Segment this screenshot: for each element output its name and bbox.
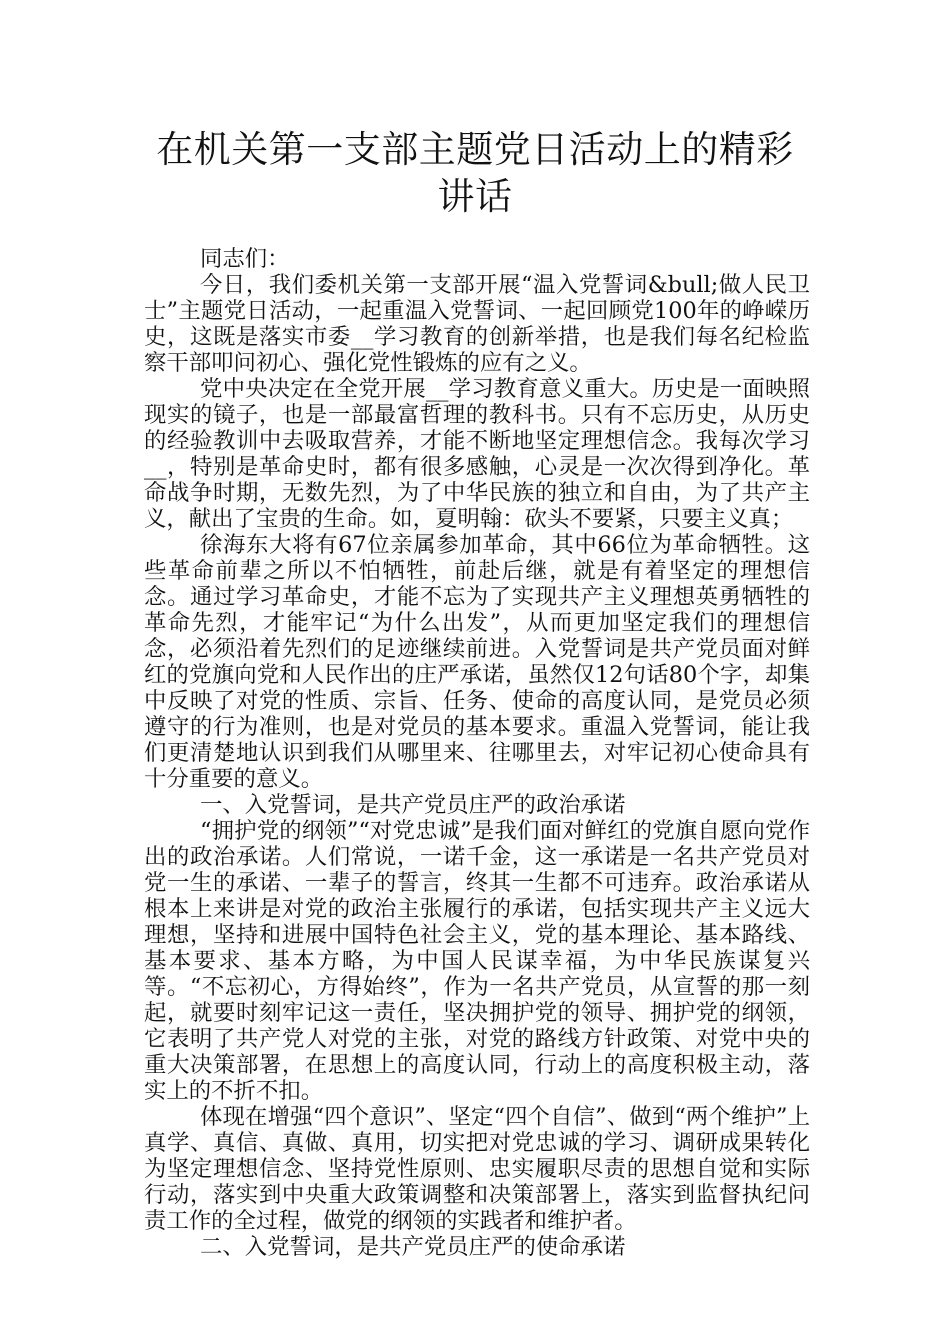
paragraph-four-consciousness: 体现在增强“四个意识”、坚定“四个自信”、做到“两个维护”上真学、真信、真做、真用，切实把对党忠诚的学习、调研成果转化为坚定理想信念、坚持党性原则、忠实履职尽责的思想自觉和实际行动，落实到中央重大政策调整和决策部署上，落实到监督执纪问责工作的全过程，做党的纲领的实践者和维护者。 [144, 1104, 810, 1234]
document-body [144, 246, 810, 1260]
paragraph-political-commitment: “拥护党的纲领”“对党忠诚”是我们面对鲜红的党旗自愿向党作出的政治承诺。人们常说，一诺千金，这一承诺是一名共产党员对党一生的承诺、一辈子的誓言，终其一生都不可违弃。政治承诺从根本上来讲是对党的政治主张履行的承诺，包括实现共产主义远大理想，坚持和进展中国特色社会主义，党的基本理论、基本路线、基本要求、基本方略，为中国人民谋幸福，为中华民族谋复兴等。“不忘初心，方得始终”，作为一名共产党员，从宣誓的那一刻起，就要时刻牢记这一责任，坚决拥护党的领导、拥护党的纲领，它表明了共产党人对党的主张，对党的路线方针政策、对党中央的重大决策部署，在思想上的高度认同，行动上的高度积极主动，落实上的不折不扣。 [144, 818, 810, 1104]
paragraph-intro: 今日，我们委机关第一支部开展“温入党誓词&bull;做人民卫士”主题党日活动，一起重温入党誓词、一起回顾党100年的峥嵘历史，这既是落实市委__学习教育的创新举措，也是我们每名纪检监察干部叩问初心、强化党性锻炼的应有之义。 [144, 272, 810, 376]
section-heading-1: 一、入党誓词，是共产党员庄严的政治承诺 [200, 792, 626, 818]
section-heading-2: 二、入党誓词，是共产党员庄严的使命承诺 [200, 1234, 626, 1260]
paragraph-learning-education: 党中央决定在全党开展__学习教育意义重大。历史是一面映照现实的镜子，也是一部最富哲理的教科书。只有不忘历史，从历史的经验教训中去吸取营养，才能不断地坚定理想信念。我每次学习__，特别是革命史时，都有很多感触，心灵是一次次得到净化。革命战争时期，无数先烈，为了中华民族的独立和自由，为了共产主义，献出了宝贵的生命。如，夏明翰：砍头不要紧，只要主义真； [144, 376, 810, 532]
salutation: 同志们： [200, 246, 290, 272]
document-title: 在机关第一支部主题党日活动上的精彩讲话 [156, 128, 794, 218]
paragraph-xu-haidong: 徐海东大将有67位亲属参加革命，其中66位为革命牺牲。这些革命前辈之所以不怕牺牲，前赴后继，就是有着坚定的理想信念。通过学习革命史，才能不忘为了实现共产主义理想英勇牺牲的革命先烈，才能牢记“为什么出发”，从而更加坚定我们的理想信念，必须沿着先烈们的足迹继续前进。入党誓词是共产党员面对鲜红的党旗向党和人民作出的庄严承诺，虽然仅12句话80个字，却集中反映了对党的性质、宗旨、任务、使命的高度认同，是党员必须遵守的行为准则，也是对党员的基本要求。重温入党誓词，能让我们更清楚地认识到我们从哪里来、往哪里去，对牢记初心使命具有十分重要的意义。 [144, 532, 810, 792]
